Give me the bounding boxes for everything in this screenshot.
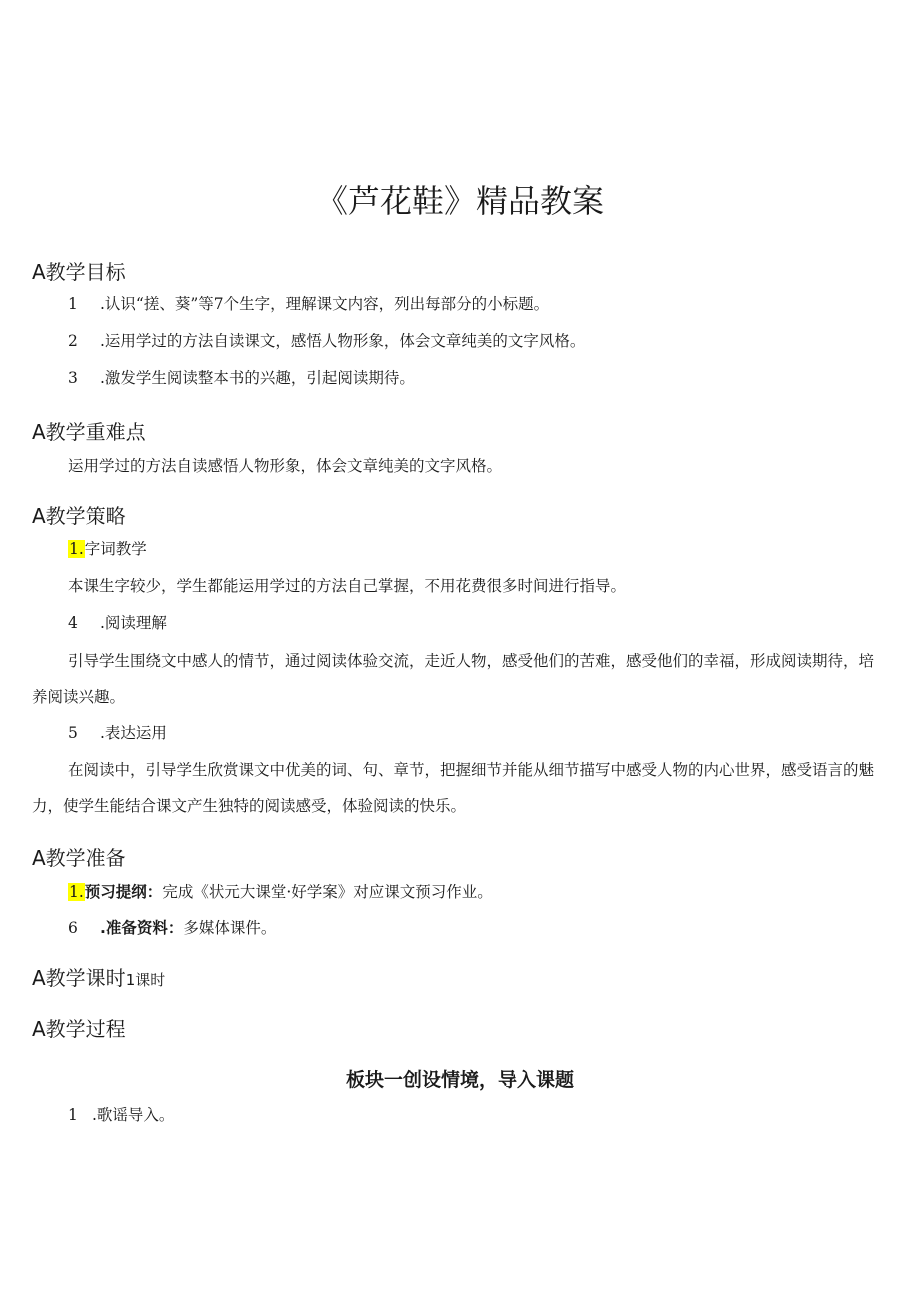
process-item-1: 1 .歌谣导入。	[68, 1106, 175, 1124]
heading-process: A教学过程	[32, 1017, 126, 1041]
heading-strategy: A教学策略	[32, 504, 126, 528]
objective-item-2: 2 .运用学过的方法自读课文，感悟人物形象，体会文章纯美的文字风格。	[68, 332, 586, 350]
highlight-marker: 1.	[69, 540, 84, 558]
keypoints-text: 运用学过的方法自读感悟人物形象，体会文章纯美的文字风格。	[68, 457, 503, 475]
heading-period: A教学课时1课时	[32, 966, 166, 990]
period-value: 1课时	[125, 971, 166, 989]
objective-item-1: 1 .认识“搓、葵”等7个生字，理解课文内容，列出每部分的小标题。	[68, 295, 550, 313]
objective-item-3: 3 .激发学生阅读整本书的兴趣，引起阅读期待。	[68, 369, 415, 387]
heading-keypoints: A教学重难点	[32, 420, 146, 444]
strategy-item-2: 4 .阅读理解	[68, 614, 167, 632]
strategy-item-1-text: 本课生字较少，学生都能运用学过的方法自己掌握，不用花费很多时间进行指导。	[68, 577, 627, 595]
heading-preparation: A教学准备	[32, 846, 126, 870]
strategy-item-2-text: 引导学生围绕文中感人的情节，通过阅读体验交流，走近人物，感受他们的苦难，感受他们的幸福，形成阅读期待，培养阅读兴趣。	[32, 652, 875, 706]
heading-objectives: A教学目标	[32, 260, 126, 284]
preparation-item-1: 1.预习提纲：完成《状元大课堂·好学案》对应课文预习作业。	[69, 883, 493, 901]
strategy-item-3: 5 .表达运用	[68, 724, 167, 742]
highlight-marker: 1.	[69, 883, 84, 901]
strategy-item-1: 1.字词教学	[69, 540, 147, 558]
block-title: 板块一创设情境，导入课题	[345, 1069, 574, 1091]
strategy-item-3-text: 在阅读中，引导学生欣赏课文中优美的词、句、章节，把握细节并能从细节描写中感受人物的内心世界，感受语言的魅力，使学生能结合课文产生独特的阅读感受，体验阅读的快乐。	[32, 761, 875, 815]
preparation-item-2: 6 .准备资料：多媒体课件。	[68, 919, 277, 937]
document-title: 《芦花鞋》精品教案	[315, 182, 604, 220]
